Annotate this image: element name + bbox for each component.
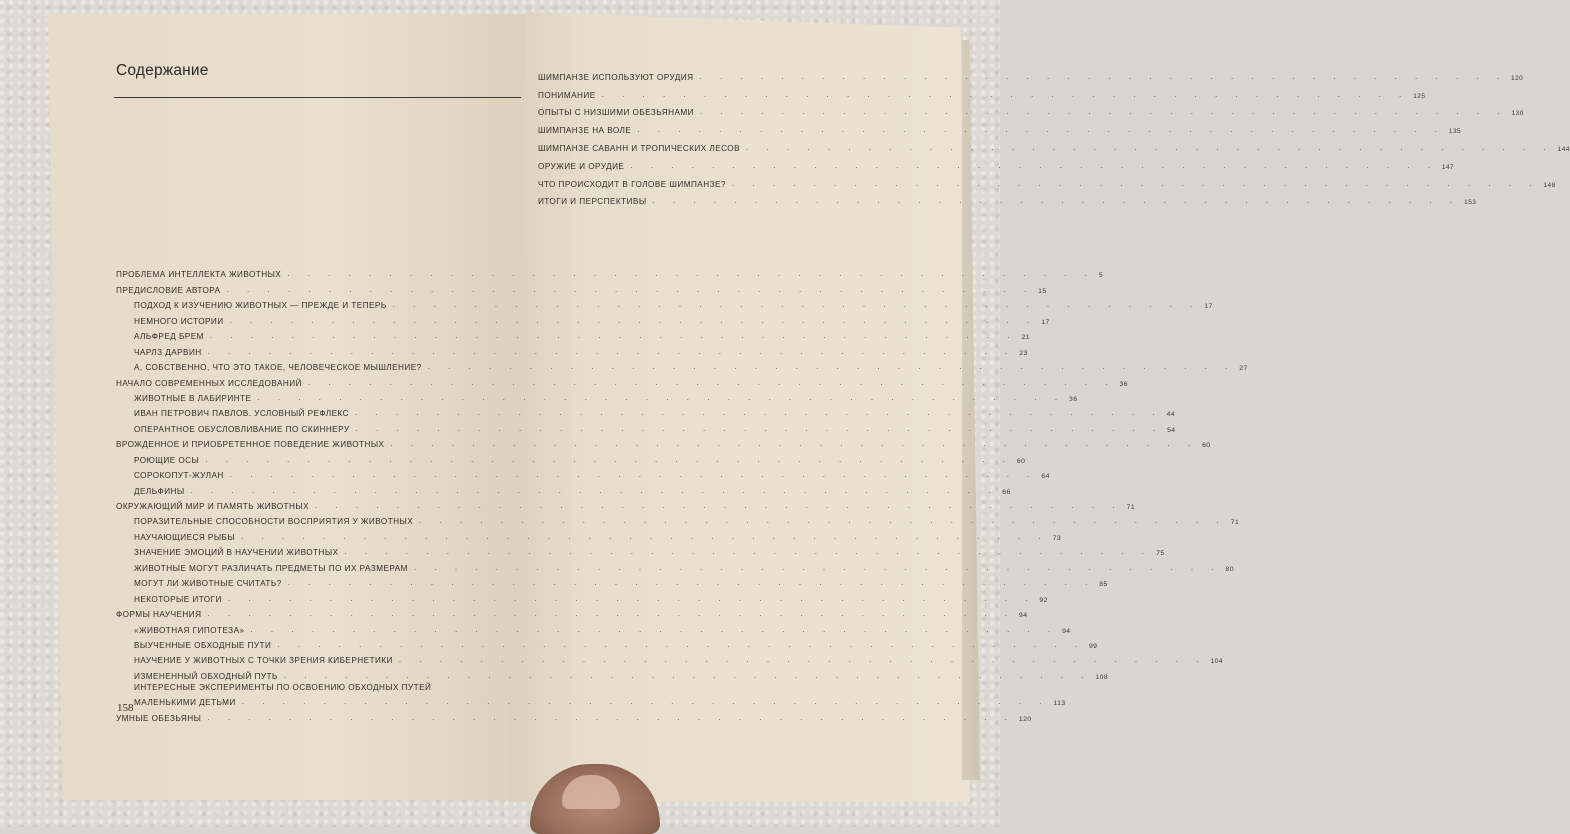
toc-entry-title: УМНЫЕ ОБЕЗЬЯНЫ [116, 713, 202, 723]
toc-leader-dots: . . . . . . . . . . . . . . . . . . . . . . . . . . . . . . . . . . . . . . . . [207, 346, 1016, 356]
toc-leader-dots: . . . . . . . . . . . . . . . . . . . . . . . . . . . . . . . . . . . . . . . . [287, 578, 1096, 588]
toc-entry [538, 189, 1477, 207]
toc-entry-title: ПОРАЗИТЕЛЬНЫЕ СПОСОБНОСТИ ВОСПРИЯТИЯ У ЖИВОТНЫХ [134, 517, 414, 527]
toc-leader-dots: . . . . . . . . . . . . . . . . . . . . . . . . . . . . . . . . . . . . . . . . [652, 196, 1461, 206]
toc-entry [116, 681, 500, 692]
heading-rule [114, 97, 521, 98]
toc-entry [538, 153, 1455, 171]
toc-entry-title: ЗНАЧЕНИЕ ЭМОЦИЙ В НАУЧЕНИИ ЖИВОТНЫХ [134, 548, 339, 558]
toc-entry [538, 117, 1462, 136]
toc-entry-title: ОКРУЖАЮЩИЙ МИР И ПАМЯТЬ ЖИВОТНЫХ [116, 502, 309, 511]
toc-entry-page: 99 [1088, 642, 1098, 650]
toc-entry [116, 573, 1108, 589]
toc-entry-title: ИТОГИ И ПЕРСПЕКТИВЫ [538, 197, 647, 207]
toc-entry-page: 92 [1039, 596, 1048, 604]
toc-leader-dots: . . . . . . . . . . . . . . . . . . . . . . . . . . . . . . . . . . . . . . . . [637, 125, 1445, 135]
toc-entry-title: НЕКОТОРЫЕ ИТОГИ [134, 594, 222, 604]
toc-entry-title: ЧТО ПРОИСХОДИТ В ГОЛОВЕ ШИМПАНЗЕ? [538, 179, 726, 189]
toc-entry-page: 147 [1441, 163, 1455, 171]
toc-entry-page: 17 [1204, 303, 1213, 311]
toc-entry [116, 372, 1128, 388]
toc-entry [538, 135, 1570, 153]
toc-leader-dots: . . . . . . . . . . . . . . . . . . . . . . . . . . . . . . . . . . . . . . . . [315, 501, 1123, 510]
toc-entry [116, 496, 1136, 511]
toc-entry-page: 5 [1098, 272, 1104, 280]
toc-entry-page: 21 [1021, 334, 1030, 342]
toc-entry-title: ШИМПАНЗЕ НА ВОЛЕ [538, 126, 632, 136]
toc-leader-dots: . . . . . . . . . . . . . . . . . . . . . . . . . . . . . . . . . . . . . . . . [427, 362, 1236, 372]
page-number: 158 [117, 702, 134, 714]
toc-entry-page: 60 [1202, 442, 1211, 450]
toc-entry-page: 54 [1167, 426, 1176, 434]
toc-leader-dots: . . . . . . . . . . . . . . . . . . . . . . . . . . . . . . . . . . . . . . . . [355, 408, 1163, 418]
toc-leader-dots: . . . . . . . . . . . . . . . . . . . . . . . . . . . . . . . . . . . . . . . . [699, 71, 1508, 81]
toc-leader-dots: . . . . . . . . . . . . . . . . . . . . . . . . . . . . . . . . . . . . . . . . [209, 331, 1018, 341]
toc-entry-title: МАЛЕНЬКИМИ ДЕТЬМИ [134, 698, 236, 708]
toc-entry-title: ШИМПАНЗЕ САВАНН И ТРОПИЧЕСКИХ ЛЕСОВ [538, 143, 741, 153]
toc-leader-dots: . . . . . . . . . . . . . . . . . . . . . . . . . . . . . . . . . . . . . . . . [355, 423, 1164, 433]
toc-entry-title: МОГУТ ЛИ ЖИВОТНЫЕ СЧИТАТЬ? [134, 579, 282, 589]
toc-entry [116, 604, 1028, 620]
toc-entry-title: ОПЫТЫ С НИЗШИМИ ОБЕЗЬЯНАМИ [538, 108, 694, 118]
toc-entry-page: 60 [1016, 457, 1026, 465]
toc-right-list [538, 64, 1570, 207]
toc-entry [116, 264, 1104, 280]
toc-entry [116, 403, 1176, 419]
toc-leader-dots: . . . . . . . . . . . . . . . . . . . . . . . . . . . . . . . . . . . . . . . . [241, 697, 1050, 707]
toc-entry [538, 100, 1524, 118]
toc-entry [116, 635, 1098, 650]
toc-entry-page: 71 [1126, 504, 1136, 511]
contents-heading: Содержание [116, 62, 209, 79]
toc-entry-page: 144 [1557, 145, 1570, 153]
toc-leader-dots: . . . . . . . . . . . . . . . . . . . . . . . . . . . . . . . . . . . . . . . . [392, 300, 1201, 310]
toc-entry-title: «ЖИВОТНАЯ ГИПОТЕЗА» [134, 625, 245, 635]
toc-leader-dots: . . . . . . . . . . . . . . . . . . . . . . . . . . . . . . . . . . . . . . . . [630, 160, 1438, 170]
toc-entry-page: 80 [1225, 565, 1234, 573]
toc-entry [116, 619, 1071, 635]
toc-entry-page: 104 [1210, 658, 1224, 666]
toc-entry-page: 36 [1069, 395, 1078, 403]
toc-entry [116, 434, 1211, 450]
toc-entry-page: 71 [1230, 519, 1240, 527]
toc-entry-page: 66 [1002, 488, 1011, 496]
toc-entry [116, 707, 1032, 723]
toc-entry-page: 153 [1464, 199, 1477, 207]
toc-left-list [116, 264, 1248, 723]
toc-entry-page: 23 [1019, 349, 1028, 357]
toc-entry-title: НЕМНОГО ИСТОРИИ [134, 316, 224, 326]
toc-leader-dots: . . . . . . . . . . . . . . . . . . . . . . . . . . . . . . . . . . . . . . . . [731, 178, 1540, 188]
toc-leader-dots: . . . . . . . . . . . . . . . . . . . . . . . . . . . . . . . . . . . . . . . . [287, 269, 1095, 279]
toc-entry-page: 108 [1095, 673, 1109, 681]
toc-leader-dots: . . . . . . . . . . . . . . . . . . . . . . . . . . . . . . . . . . . . . . . . [413, 562, 1222, 572]
toc-leader-dots: . . . . . . . . . . . . . . . . . . . . . . . . . . . . . . . . . . . . . . . . [227, 593, 1036, 603]
toc-entry [116, 310, 1050, 326]
toc-leader-dots: . . . . . . . . . . . . . . . . . . . . . . . . . . . . . . . . . . . . . . . . [601, 89, 1410, 99]
toc-entry [116, 650, 1224, 666]
toc-entry-title: НАУЧАЮЩИЕСЯ РЫБЫ [134, 532, 236, 542]
toc-entry-page: 75 [1156, 550, 1165, 558]
toc-entry-title: ИНТЕРЕСНЫЕ ЭКСПЕРИМЕНТЫ ПО ОСВОЕНИЮ ОБХОДНЫХ ПУТЕЙ [134, 682, 432, 692]
toc-entry-page: 15 [1038, 287, 1047, 295]
toc-entry [116, 388, 1078, 403]
toc-entry-title: АЛЬФРЕД БРЕМ [134, 332, 204, 342]
toc-entry-title: ЖИВОТНЫЕ В ЛАБИРИНТЕ [134, 393, 252, 403]
toc-entry [116, 279, 1047, 295]
toc-entry [116, 465, 1050, 481]
toc-leader-dots: . . . . . . . . . . . . . . . . . . . . . . . . . . . . . . . . . . . . . . . . [229, 315, 1038, 325]
toc-entry-page: 94 [1062, 627, 1071, 635]
toc-leader-dots: . . . . . . . . . . . . . . . . . . . . . . . . . . . . . . . . . . . . . . . . [700, 107, 1508, 117]
toc-entry-page: 125 [1413, 92, 1426, 100]
toc-leader-dots: . . . . . . . . . . . . . . . . . . . . . . . . . . . . . . . . . . . . . . . . [241, 531, 1049, 541]
toc-entry-title: ОПЕРАНТНОЕ ОБУСЛОВЛИВАНИЕ ПО СКИННЕРУ [134, 424, 350, 434]
toc-entry [116, 357, 1248, 373]
toc-entry-title: ШИМПАНЗЕ ИСПОЛЬЗУЮТ ОРУДИЯ [538, 72, 694, 82]
toc-entry [116, 295, 1213, 311]
toc-entry-title: СОРОКОПУТ-ЖУЛАН [134, 471, 224, 481]
toc-leader-dots: . . . . . . . . . . . . . . . . . . . . . . . . . . . . . . . . . . . . . . . . [207, 609, 1016, 619]
toc-entry [116, 588, 1048, 604]
toc-leader-dots: . . . . . . . . . . . . . . . . . . . . . . . . . . . . . . . . . . . . . . . . [746, 142, 1554, 152]
toc-entry [116, 449, 1026, 465]
toc-entry-title: ПОНИМАНИЕ [538, 90, 596, 100]
toc-entry [116, 542, 1165, 558]
toc-entry-title: НАЧАЛО СОВРЕМЕННЫХ ИССЛЕДОВАНИЙ [116, 378, 302, 388]
toc-leader-dots: . . . . . . . . . . . . . . . . . . . . . . . . . . . . . . . . . . . . . . . . [190, 485, 999, 495]
toc-entry-page: 44 [1166, 411, 1176, 419]
toc-entry-title: ПОДХОД К ИЗУЧЕНИЮ ЖИВОТНЫХ — ПРЕЖДЕ И ТЕПЕРЬ [134, 301, 387, 311]
toc-entry [116, 326, 1030, 342]
toc-leader-dots: . . . . . . . . . . . . . . . . . . . . . . . . . . . . . . . . . . . . . . . . [257, 392, 1066, 402]
toc-leader-dots: . . . . . . . . . . . . . . . . . . . . . . . . . . . . . . . . . . . . . . . . [205, 454, 1013, 464]
toc-leader-dots: . . . . . . . . . . . . . . . . . . . . . . . . . . . . . . . . . . . . . . . . [283, 670, 1092, 680]
toc-entry-page: 148 [1543, 181, 1556, 189]
toc-leader-dots: . . . . . . . . . . . . . . . . . . . . . . . . . . . . . . . . . . . . . . . . [226, 284, 1035, 294]
toc-entry-page: 120 [1511, 74, 1524, 82]
toc-entry-title: ВЫУЧЕННЫЕ ОБХОДНЫЕ ПУТИ [134, 640, 272, 650]
toc-entry-title: ДЕЛЬФИНЫ [134, 486, 185, 496]
toc-entry-page: 27 [1239, 365, 1248, 373]
toc-entry-page: 130 [1511, 110, 1524, 118]
toc-entry-title: ПРЕДИСЛОВИЕ АВТОРА [116, 285, 221, 295]
toc-leader-dots: . . . . . . . . . . . . . . . . . . . . . . . . . . . . . . . . . . . . . . . . [250, 624, 1059, 634]
toc-entry-page: 85 [1099, 581, 1108, 589]
toc-leader-dots: . . . . . . . . . . . . . . . . . . . . . . . . . . . . . . . . . . . . . . . . [390, 439, 1199, 449]
toc-entry-title: ИЗМЕНЕННЫЙ ОБХОДНЫЙ ПУТЬ [134, 671, 278, 681]
toc-entry [116, 526, 1062, 542]
toc-leader-dots: . . . . . . . . . . . . . . . . . . . . . . . . . . . . . . . . . . . . . . . . [344, 547, 1153, 557]
toc-leader-dots: . . . . . . . . . . . . . . . . . . . . . . . . . . . . . . . . . . . . . . . . [419, 516, 1227, 526]
toc-entry-page: 94 [1019, 612, 1028, 620]
toc-entry-title: ФОРМЫ НАУЧЕНИЯ [116, 610, 202, 620]
toc-entry-title: ВРОЖДЕННОЕ И ПРИОБРЕТЕННОЕ ПОВЕДЕНИЕ ЖИВОТНЫХ [116, 440, 385, 450]
toc-entry [116, 557, 1234, 573]
toc-entry-title: ПРОБЛЕМА ИНТЕЛЛЕКТА ЖИВОТНЫХ [116, 270, 282, 280]
toc-entry-title: РОЮЩИЕ ОСЫ [134, 455, 200, 465]
toc-entry [116, 341, 1028, 357]
toc-leader-dots: . . . . . . . . . . . . . . . . . . . . . . . . . . . . . . . . . . . . . . . . [398, 655, 1207, 665]
toc-entry-title: ИВАН ПЕТРОВИЧ ПАВЛОВ. УСЛОВНЫЙ РЕФЛЕКС [134, 409, 350, 419]
toc-entry-title: ЖИВОТНЫЕ МОГУТ РАЗЛИЧАТЬ ПРЕДМЕТЫ ПО ИХ РАЗМЕРАМ [134, 563, 408, 573]
toc-entry-page: 17 [1041, 318, 1050, 326]
toc-entry-page: 73 [1052, 534, 1062, 542]
toc-entry [116, 665, 1109, 681]
toc-entry-page: 135 [1448, 128, 1462, 136]
toc-entry-page: 64 [1041, 473, 1050, 481]
toc-entry [538, 171, 1556, 189]
toc-entry-page: 113 [1053, 700, 1066, 708]
toc-leader-dots: . . . . . . . . . . . . . . . . . . . . . . . . . . . . . . . . . . . . . . . . [307, 377, 1116, 387]
toc-entry [116, 511, 1240, 527]
toc-entry-title: ОРУЖИЕ И ОРУДИЕ [538, 161, 625, 171]
toc-leader-dots: . . . . . . . . . . . . . . . . . . . . . . . . . . . . . . . . . . . . . . . . [207, 712, 1015, 722]
toc-leader-dots: . . . . . . . . . . . . . . . . . . . . . . . . . . . . . . . . . . . . . . . . [277, 639, 1085, 649]
toc-entry-page: 36 [1119, 380, 1128, 388]
toc-entry [116, 418, 1176, 434]
toc-leader-dots: . . . . . . . . . . . . . . . . . . . . . . . . . . . . . . . . . . . . . . . . [229, 470, 1038, 480]
toc-entry [538, 82, 1426, 100]
toc-entry-page: 120 [1018, 715, 1032, 723]
toc-entry [116, 480, 1011, 496]
toc-entry-title: ЧАРЛЗ ДАРВИН [134, 347, 202, 357]
toc-entry-title: НАУЧЕНИЕ У ЖИВОТНЫХ С ТОЧКИ ЗРЕНИЯ КИБЕРНЕТИКИ [134, 656, 393, 666]
toc-entry-title: А, СОБСТВЕННО, ЧТО ЭТО ТАКОЕ, ЧЕЛОВЕЧЕСКОЕ МЫШЛЕНИЕ? [134, 363, 422, 373]
toc-entry [538, 64, 1524, 82]
